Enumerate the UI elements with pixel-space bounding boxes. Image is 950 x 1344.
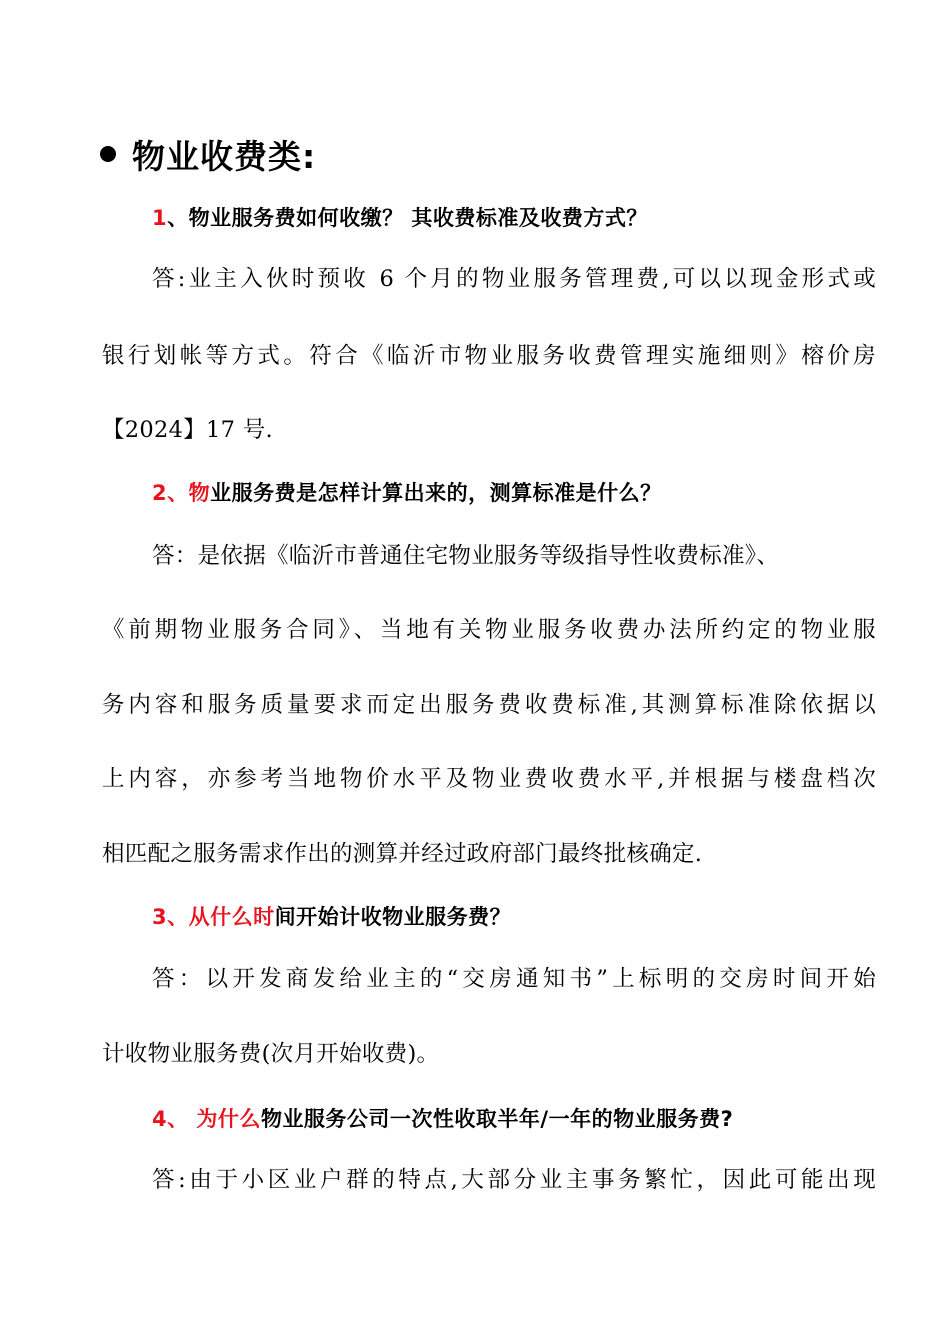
section-heading <box>100 126 316 182</box>
question-4-number: 4、 为什么 <box>152 1107 261 1131</box>
answer-3-line-2: 计收物业服务费(次月开始收费)。 <box>102 1041 440 1067</box>
answer-1-line-2: 银行划帐等方式。符合《临沂市物业服务收费管理实施细则》榕价房 <box>102 343 876 369</box>
question-1 <box>152 203 648 233</box>
question-3 <box>152 902 511 932</box>
question-4 <box>152 1104 733 1134</box>
answer-2-line-4: 上内容，亦参考当地物价水平及物业费收费水平,并根据与楼盘档次 <box>102 766 876 792</box>
answer-2-line-2: 《前期物业服务合同》、当地有关物业服务收费办法所约定的物业服 <box>102 617 876 643</box>
answer-4-line-1: 答:由于小区业户群的特点,大部分业主事务繁忙，因此可能出现 <box>152 1167 876 1193</box>
answer-3-line-1: 答：以开发商发给业主的“交房通知书”上标明的交房时间开始 <box>152 966 876 992</box>
question-3-text: 间开始计收物业服务费？ <box>274 905 512 929</box>
question-3-number: 3、从什么时 <box>152 905 275 929</box>
question-2 <box>152 478 662 508</box>
answer-2-line-5: 相匹配之服务需求作出的测算并经过政府部门最终批核确定. <box>102 841 703 867</box>
question-1-text: 、物业服务费如何收缴？ 其收费标准及收费方式？ <box>167 206 648 230</box>
bullet-icon <box>100 146 116 162</box>
question-2-text: 业服务费是怎样计算出来的，测算标准是什么？ <box>210 481 662 505</box>
question-2-number: 2、物 <box>152 481 211 505</box>
answer-1-line-3: 【2024】17 号. <box>102 417 273 443</box>
section-heading-text: 物业收费类: <box>132 136 317 176</box>
answer-2-line-3: 务内容和服务质量要求而定出服务费收费标准,其测算标准除依据以 <box>102 692 876 718</box>
question-4-text: 物业服务公司一次性收取半年/一年的物业服务费? <box>260 1107 734 1131</box>
answer-1-line-1: 答:业主入伙时预收 6 个月的物业服务管理费,可以以现金形式或 <box>152 266 876 292</box>
answer-2-line-1: 答：是依据《临沂市普通住宅物业服务等级指导性收费标准》、 <box>152 543 780 569</box>
question-1-number: 1 <box>152 206 168 230</box>
